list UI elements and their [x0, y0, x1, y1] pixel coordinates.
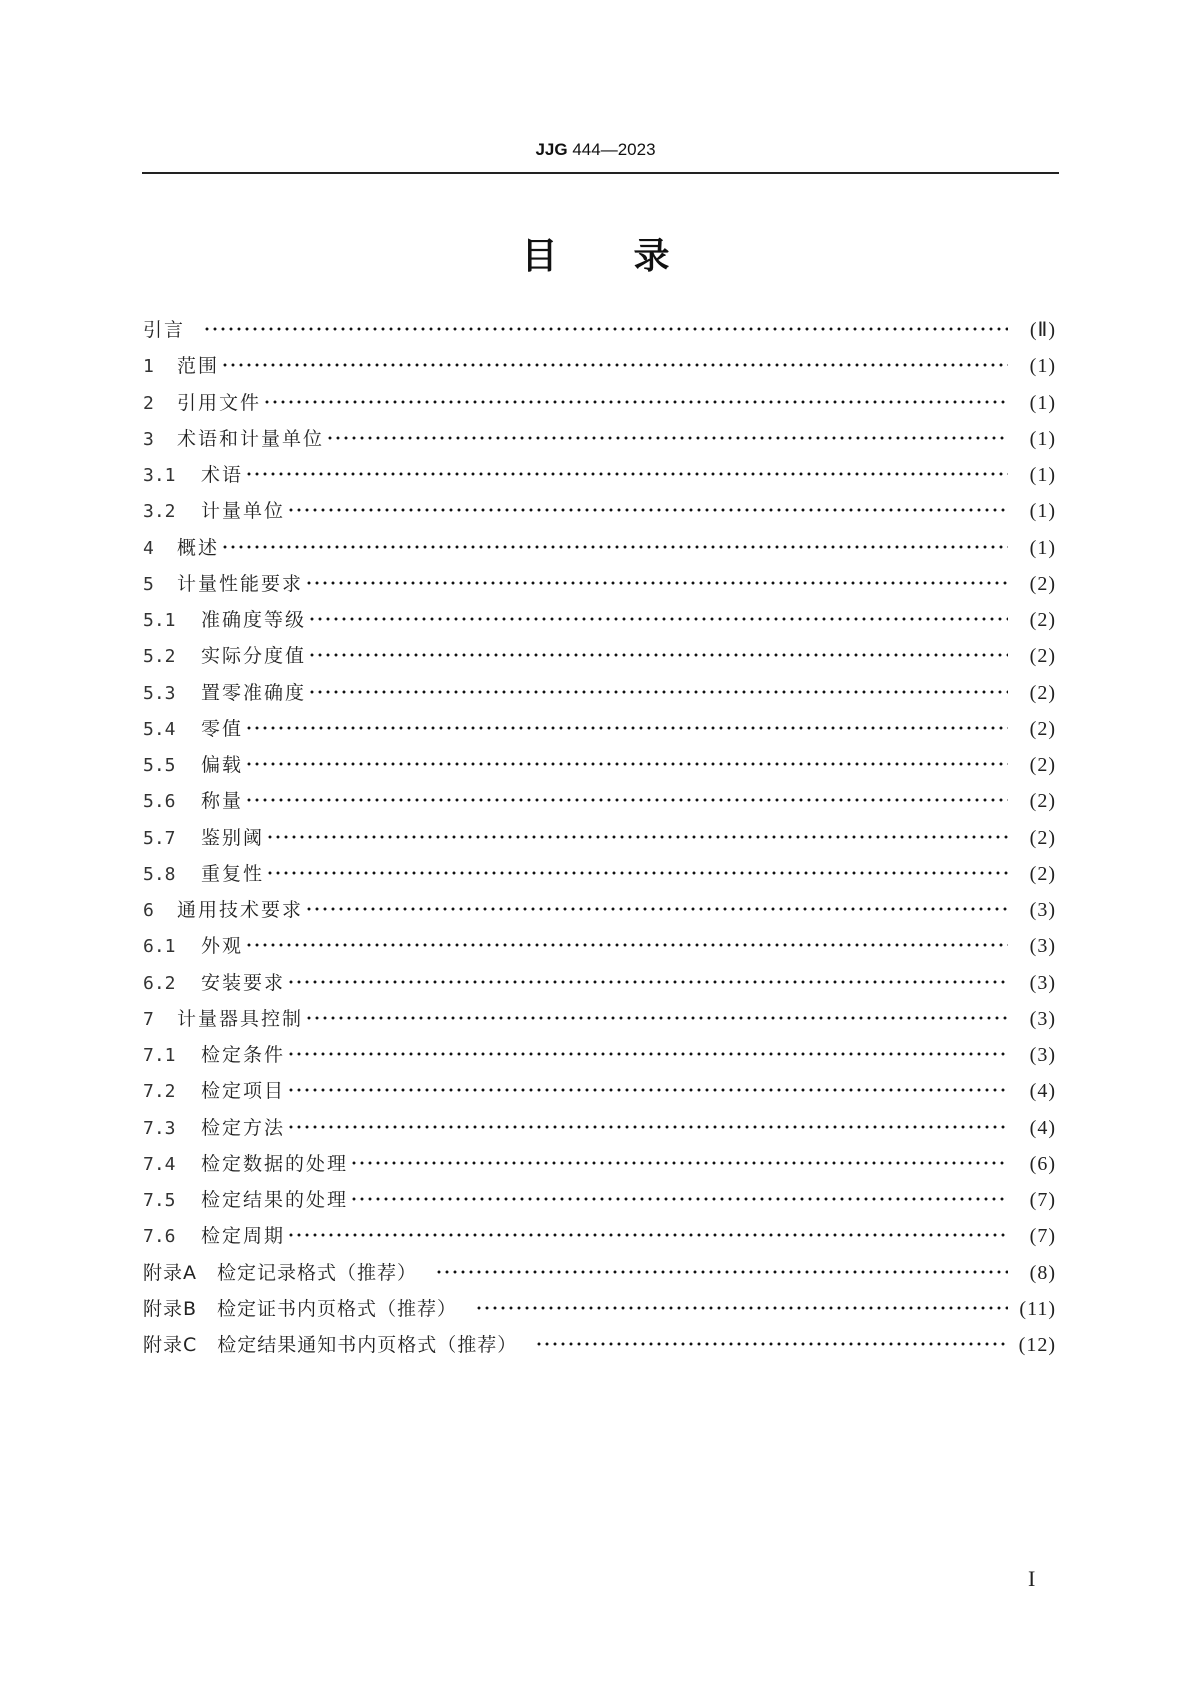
toc-entry-number: 7.5	[143, 1190, 176, 1211]
toc-entry[interactable]	[143, 747, 1056, 783]
dot-leader	[287, 1225, 1008, 1245]
toc-entry-page: (Ⅱ)	[1029, 319, 1056, 341]
dot-leader	[245, 790, 1008, 810]
dot-leader	[305, 573, 1008, 593]
toc-entry-label: 术语和计量单位	[177, 427, 325, 450]
toc-entry[interactable]	[143, 1255, 1056, 1291]
dot-leader	[263, 392, 1008, 412]
toc-entry-page: (4)	[1029, 1116, 1056, 1139]
toc-entry-label: 鉴别阈	[201, 826, 265, 849]
toc-entry-label: 偏载	[201, 754, 244, 776]
toc-entry[interactable]	[143, 457, 1056, 493]
dot-leader	[326, 428, 1008, 448]
toc-entry-page: (2)	[1029, 826, 1056, 849]
toc-entry[interactable]	[143, 1182, 1056, 1218]
dot-leader	[221, 355, 1008, 375]
dot-leader	[305, 899, 1008, 919]
toc-entry-number: 3.2	[143, 501, 176, 523]
toc-entry-number: 7.2	[143, 1081, 176, 1103]
toc-entry-number: 7.3	[143, 1117, 176, 1139]
toc-entry-number: 1	[143, 356, 154, 378]
dot-leader	[287, 1044, 1008, 1064]
toc-entry-label: 实际分度值	[201, 645, 307, 668]
toc-entry[interactable]	[143, 856, 1056, 892]
dot-leader	[245, 718, 1008, 738]
dot-leader	[221, 537, 1008, 557]
toc-entry-number: 5.6	[143, 791, 176, 813]
toc-entry-number: 5.1	[143, 610, 176, 631]
toc-entry-label: 引言	[143, 319, 186, 341]
code-prefix: JJG	[535, 140, 568, 159]
toc-entry[interactable]	[143, 820, 1056, 856]
toc-entry-number: 3.1	[143, 465, 176, 486]
toc-entry-page: (8)	[1029, 1261, 1056, 1284]
title-char-2: 录	[633, 236, 670, 277]
toc-entry-page: (3)	[1029, 899, 1056, 921]
dot-leader	[287, 1117, 1008, 1137]
toc-entry-number: 5.8	[143, 863, 176, 885]
title-char-1: 目	[521, 236, 558, 277]
toc-entry[interactable]	[143, 602, 1056, 638]
toc-entry-page: (7)	[1029, 1225, 1056, 1248]
toc-entry-label: 计量器具控制	[177, 1007, 304, 1030]
header-divider	[142, 172, 1059, 174]
toc-entry-label: 检定结果的处理	[201, 1189, 349, 1211]
toc-entry[interactable]	[143, 638, 1056, 674]
toc-entry-label: 置零准确度	[201, 681, 307, 704]
toc-entry-page: (3)	[1029, 1044, 1056, 1066]
toc-entry-label: 称量	[201, 790, 244, 813]
toc-entry-number: 5	[143, 573, 154, 595]
dot-leader	[350, 1153, 1008, 1173]
dot-leader	[266, 863, 1008, 883]
toc-entry-page: (11)	[1019, 1297, 1056, 1320]
toc-entry-number: 6	[143, 900, 154, 921]
toc-entry-label: 术语	[201, 464, 244, 486]
dot-leader	[308, 682, 1008, 702]
toc-entry-page: (1)	[1029, 427, 1056, 450]
dot-leader	[287, 1080, 1008, 1100]
dot-leader	[535, 1334, 1008, 1354]
toc-entry-number: 5.2	[143, 646, 176, 668]
dot-leader	[308, 609, 1008, 629]
toc-entry-page: (3)	[1029, 971, 1056, 994]
toc-entry-number: 6.1	[143, 936, 176, 958]
toc-entry-label: 附录C 检定结果通知书内页格式（推荐）	[143, 1334, 518, 1356]
toc-entry-page: (2)	[1029, 717, 1056, 740]
toc-entry-number: 5.5	[143, 755, 176, 776]
toc-entry-page: (2)	[1029, 790, 1056, 813]
toc-entry-number: 7.4	[143, 1153, 176, 1175]
toc-entry-label: 安装要求	[201, 971, 286, 994]
toc-entry[interactable]	[143, 1218, 1056, 1254]
toc-entry[interactable]	[143, 1073, 1056, 1109]
dot-leader	[203, 319, 1008, 339]
toc-entry[interactable]	[143, 421, 1056, 457]
dot-leader	[308, 645, 1008, 665]
toc-entry-page: (3)	[1029, 935, 1056, 958]
toc-entry-page: (6)	[1029, 1152, 1056, 1175]
toc-entry-label: 检定方法	[201, 1116, 286, 1139]
toc-entry[interactable]	[143, 1110, 1056, 1146]
toc-entry[interactable]	[143, 892, 1056, 928]
toc-entry-label: 准确度等级	[201, 609, 307, 631]
dot-leader	[287, 972, 1008, 992]
toc-entry-label: 范围	[177, 355, 220, 378]
toc-entry-page: (1)	[1029, 464, 1056, 486]
document-code-header	[0, 140, 1191, 160]
toc-entry-page: (2)	[1029, 862, 1056, 885]
toc-entry-page: (2)	[1029, 609, 1056, 631]
footer-page-number: I	[1028, 1566, 1036, 1591]
toc-entry-page: (2)	[1029, 572, 1056, 595]
toc-entry[interactable]	[143, 928, 1056, 964]
code-number: 444—2023	[572, 140, 656, 159]
toc-entry-page: (1)	[1029, 355, 1056, 378]
toc-entry[interactable]	[143, 1146, 1056, 1182]
toc-entry[interactable]	[143, 1037, 1056, 1073]
toc-entry-number: 5.4	[143, 718, 176, 740]
dot-leader	[266, 827, 1008, 847]
toc-entry-page: (4)	[1029, 1080, 1056, 1103]
toc-entry[interactable]	[143, 348, 1056, 384]
toc-entry[interactable]	[143, 783, 1056, 819]
dot-leader	[435, 1262, 1008, 1282]
toc-entry-label: 附录A 检定记录格式（推荐）	[143, 1261, 417, 1284]
toc-entry-page: (3)	[1029, 1007, 1056, 1030]
toc-entry-label: 通用技术要求	[177, 899, 304, 921]
toc-entry-page: (2)	[1029, 681, 1056, 704]
toc-entry[interactable]	[143, 530, 1056, 566]
toc-entry-label: 检定条件	[201, 1044, 286, 1066]
toc-entry[interactable]	[143, 566, 1056, 602]
toc-entry-label: 零值	[201, 717, 244, 740]
toc-entry-page: (7)	[1029, 1189, 1056, 1211]
toc-entry-label: 检定数据的处理	[201, 1152, 349, 1175]
toc-entry[interactable]	[143, 493, 1056, 529]
toc-entry[interactable]	[143, 711, 1056, 747]
toc-entry[interactable]	[143, 1327, 1056, 1363]
toc-entry-page: (2)	[1029, 754, 1056, 776]
toc-entry-number: 7.6	[143, 1226, 176, 1248]
toc-entry-number: 7.1	[143, 1045, 176, 1066]
toc-entry-page: (1)	[1029, 391, 1056, 414]
dot-leader	[245, 754, 1008, 774]
toc-entry[interactable]	[143, 312, 1056, 348]
toc-entry-label: 附录B 检定证书内页格式（推荐）	[143, 1297, 458, 1320]
dot-leader	[287, 500, 1008, 520]
toc-entry-label: 引用文件	[177, 391, 262, 414]
toc-entry-page: (1)	[1029, 536, 1056, 559]
toc-entry-number: 5.7	[143, 827, 176, 849]
toc-entry-label: 计量单位	[201, 500, 286, 523]
toc-entry-number: 4	[143, 537, 154, 559]
dot-leader	[245, 464, 1008, 484]
dot-leader	[305, 1008, 1008, 1028]
toc-entry-number: 5.3	[143, 682, 176, 704]
toc-entry[interactable]	[143, 965, 1056, 1001]
table-of-contents	[143, 312, 1056, 1363]
dot-leader	[475, 1298, 1008, 1318]
toc-entry-label: 概述	[177, 536, 220, 559]
toc-entry-label: 检定周期	[201, 1225, 286, 1248]
toc-entry-number: 6.2	[143, 972, 176, 994]
dot-leader	[245, 935, 1008, 955]
toc-entry-number: 3	[143, 428, 154, 450]
toc-entry-label: 重复性	[201, 862, 265, 885]
toc-entry[interactable]	[143, 1001, 1056, 1037]
toc-entry-page: (1)	[1029, 500, 1056, 523]
toc-entry-number: 7	[143, 1008, 154, 1030]
toc-entry[interactable]	[143, 675, 1056, 711]
toc-entry-label: 计量性能要求	[177, 572, 304, 595]
page-title	[0, 228, 1191, 279]
toc-entry[interactable]	[143, 385, 1056, 421]
toc-entry-label: 检定项目	[201, 1080, 286, 1103]
toc-entry[interactable]	[143, 1291, 1056, 1327]
toc-entry-number: 2	[143, 392, 154, 414]
toc-entry-label: 外观	[201, 935, 244, 958]
toc-entry-page: (2)	[1029, 645, 1056, 668]
toc-entry-page: (12)	[1018, 1334, 1056, 1356]
dot-leader	[350, 1189, 1008, 1209]
